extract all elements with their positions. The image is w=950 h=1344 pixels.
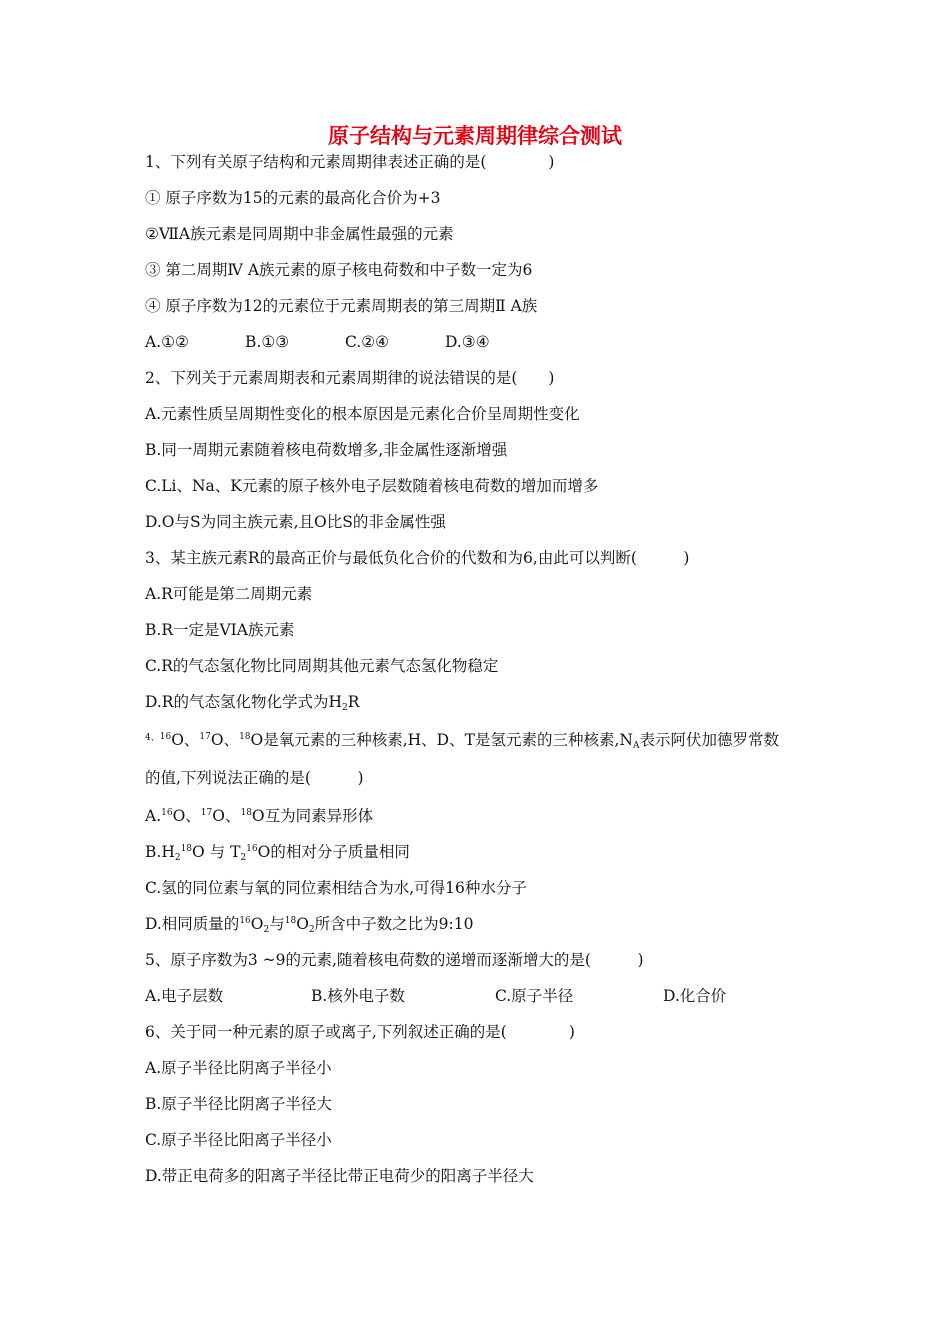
page-title: 原子结构与元素周期律综合测试 — [328, 124, 622, 148]
q2-option-d: D.O与S为同主族元素,且O比S的非金属性强 — [145, 513, 446, 531]
q6-option-d: D.带正电荷多的阳离子半径比带正电荷少的阳离子半径大 — [145, 1167, 534, 1185]
q2-option-b: B.同一周期元素随着核电荷数增多,非金属性逐渐增强 — [145, 441, 508, 459]
q6-option-c: C.原子半径比阳离子半径小 — [145, 1131, 332, 1149]
q3-option-b: B.R一定是VIA族元素 — [145, 621, 295, 639]
q1-option-b: B.①③ — [245, 333, 290, 351]
q4-option-b: $B.H_2^{18}O$ 与 $T_2^{16}O$的相对分子质量相同 — [145, 843, 410, 863]
q1-statement-2: ②ⅦA族元素是同周期中非金属性最强的元素 — [145, 225, 454, 243]
q5-option-b: B.核外电子数 — [311, 987, 405, 1005]
q1-option-a: A.①② — [145, 333, 189, 351]
q1-option-c: C.②④ — [345, 333, 390, 351]
q2-option-c: C.Li、Na、K元素的原子核外电子层数随着核电荷数的增加而增多 — [145, 477, 599, 495]
q2-option-a: A.元素性质呈周期性变化的根本原因是元素化合价呈周期性变化 — [145, 405, 580, 423]
q6-stem: 6、关于同一种元素的原子或离子,下列叙述正确的是( ) — [145, 1023, 575, 1041]
q1-option-d: D.③④ — [445, 333, 490, 351]
q6-option-b: B.原子半径比阴离子半径大 — [145, 1095, 332, 1113]
q5-option-d: D.化合价 — [663, 987, 727, 1005]
q4-stem: $^{4、16}$O、$^{17}$O、$^{18}$O是氧元素的三种核素,H、D、T是氢元素的三种核素$,N_A$表示阿伏加德罗常数 — [145, 731, 779, 751]
q6-option-a: A.原子半径比阴离子半径小 — [145, 1059, 332, 1077]
q1-statement-4: ④ 原子序数为12的元素位于元素周期表的第三周期Ⅱ A族 — [145, 297, 538, 315]
q1-stem: 1、下列有关原子结构和元素周期律表述正确的是( ) — [145, 153, 555, 171]
q4-option-a: A.$^{16}$O、$^{17}$O、$^{18}$O互为同素异形体 — [145, 807, 374, 825]
q1-statement-1: ① 原子序数为15的元素的最高化合价为+3 — [145, 189, 441, 207]
q2-stem: 2、下列关于元素周期表和元素周期律的说法错误的是( ) — [145, 369, 555, 387]
q5-option-c: C.原子半径 — [495, 987, 574, 1005]
q3-option-d: D.R的气态氢化物化学式为$H_2R$ — [145, 693, 360, 713]
q1-statement-3: ③ 第二周期Ⅳ A族元素的原子核电荷数和中子数一定为6 — [145, 261, 533, 279]
q4-option-c: C.氢的同位素与氧的同位素相结合为水,可得16种水分子 — [145, 879, 527, 897]
q3-option-a: A.R可能是第二周期元素 — [145, 585, 313, 603]
q5-stem: 5、原子序数为3 ~9的元素,随着核电荷数的递增而逐渐增大的是( ) — [145, 951, 644, 969]
q3-option-c: C.R的气态氢化物比同周期其他元素气态氢化物稳定 — [145, 657, 499, 675]
q5-option-a: A.电子层数 — [145, 987, 224, 1005]
q4-option-d: D.相同质量的$^{16}O_2$与$^{18}O_2$所含中子数之比为9:10 — [145, 915, 474, 935]
q4-stem-continued: 的值,下列说法正确的是( ) — [145, 769, 364, 787]
q3-stem: 3、某主族元素R的最高正价与最低负化合价的代数和为6,由此可以判断( ) — [145, 549, 690, 567]
